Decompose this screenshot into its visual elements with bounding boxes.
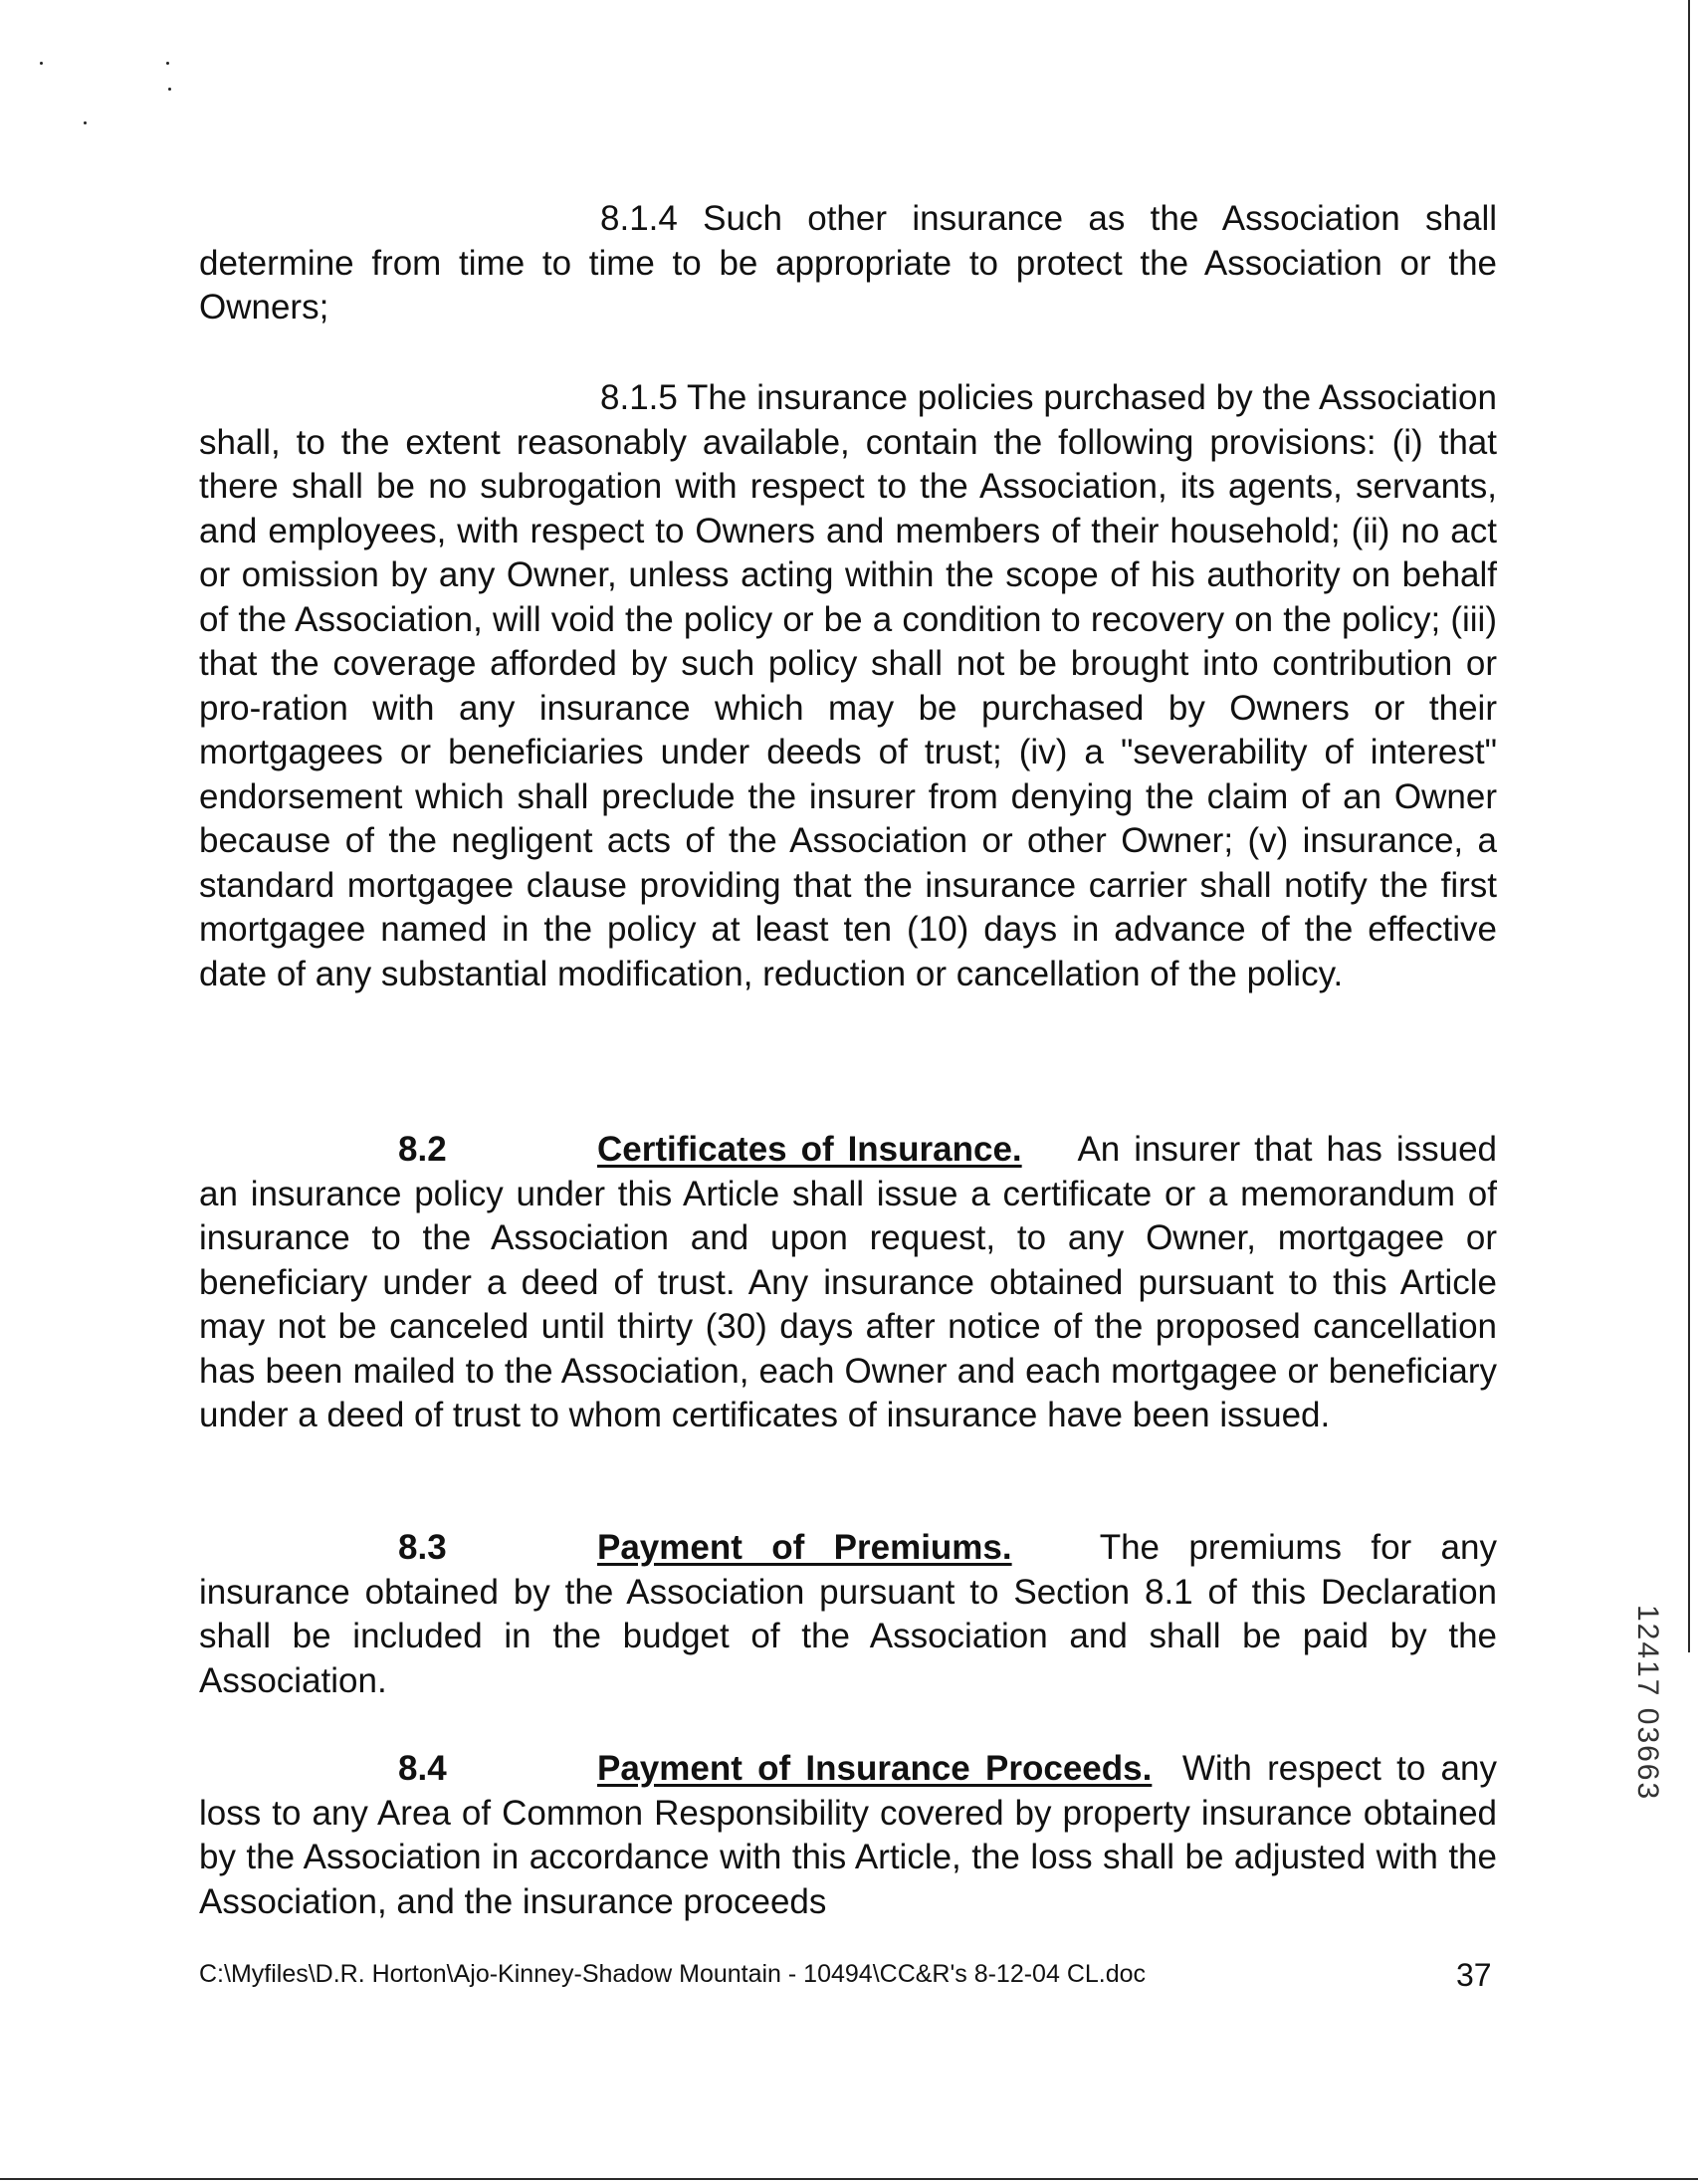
section-title: Payment of Insurance Proceeds.	[597, 1749, 1153, 1788]
section-text: With respect to any loss to any Area of Common Responsibility covered by property insurance obtained by the Association in accordance with this Article, the loss shall be adjusted with the Association, and the insurance proceeds	[199, 1749, 1497, 1921]
section-text: The premiums for any insurance obtained by the Association pursuant to Section 8.1 of this Declaration shall be included in the budget of the Association and shall be paid by the Association.	[199, 1528, 1497, 1700]
scan-speck	[84, 121, 87, 124]
paragraph-8-1-5	[199, 376, 1497, 996]
scan-speck	[168, 88, 171, 91]
page-number: 37	[1456, 1957, 1492, 1993]
footer-file-path: C:\Myfiles\D.R. Horton\Ajo-Kinney-Shadow Mountain - 10494\CC&R's 8-12-04 CL.doc	[199, 1960, 1147, 1988]
section-8-3	[199, 1526, 1497, 1703]
section-title: Certificates of Insurance.	[597, 1130, 1022, 1169]
paragraph-text: 8.1.5 The insurance policies purchased by the Association shall, to the extent reasonably available, contain the following provisions: (i) that there shall be no subrogation with respect to the Association, its agents, servants, and employees, with respect to Owners and members of their household; (ii) no act or omission by any Owner, unless acting within the scope of his authority on behalf of the Association, will void the policy or be a condition to recovery on the policy; (iii) that the coverage afforded by such policy shall not be brought into contribution or pro-ration with any insurance which may be purchased by Owners or their mortgagees or beneficiaries under deeds of trust; (iv) a "severability of interest" endorsement which shall preclude the insurer from denying the claim of an Owner because of the negligent acts of the Association or other Owner; (v) insurance, a standard mortgagee clause providing that the insurance carrier shall notify the first mortgagee named in the policy at least ten (10) days in advance of the effective date of any substantial modification, reduction or cancellation of the policy.	[199, 378, 1497, 993]
section-number: 8.2	[398, 1130, 447, 1169]
scan-speck	[166, 62, 169, 65]
paragraph-text: 8.1.4 Such other insurance as the Association shall determine from time to time to be appropriate to protect the Association or the Owners;	[199, 199, 1497, 327]
section-number: 8.3	[398, 1528, 447, 1567]
section-8-4	[199, 1747, 1497, 1924]
section-8-2	[199, 1128, 1497, 1438]
section-paragraph	[199, 1747, 1497, 1924]
paragraph-8-1-4	[199, 197, 1497, 330]
side-stamp: 12417 03663	[1631, 1605, 1664, 1802]
scan-edge-right	[1688, 0, 1690, 1652]
section-number: 8.4	[398, 1749, 447, 1788]
section-title: Payment of Premiums.	[597, 1528, 1012, 1567]
section-text: An insurer that has issued an insurance policy under this Article shall issue a certificate or a memorandum of insurance to the Association and upon request, to any Owner, mortgagee or beneficiary under a deed of trust. Any insurance obtained pursuant to this Article may not be canceled until thirty (30) days after notice of the proposed cancellation has been mailed to the Association, each Owner and each mortgagee or beneficiary under a deed of trust to whom certificates of insurance have been issued.	[199, 1130, 1497, 1434]
scan-edge-bottom	[0, 2178, 1698, 2180]
section-paragraph	[199, 1526, 1497, 1703]
scan-speck	[40, 62, 43, 65]
section-paragraph	[199, 1128, 1497, 1438]
